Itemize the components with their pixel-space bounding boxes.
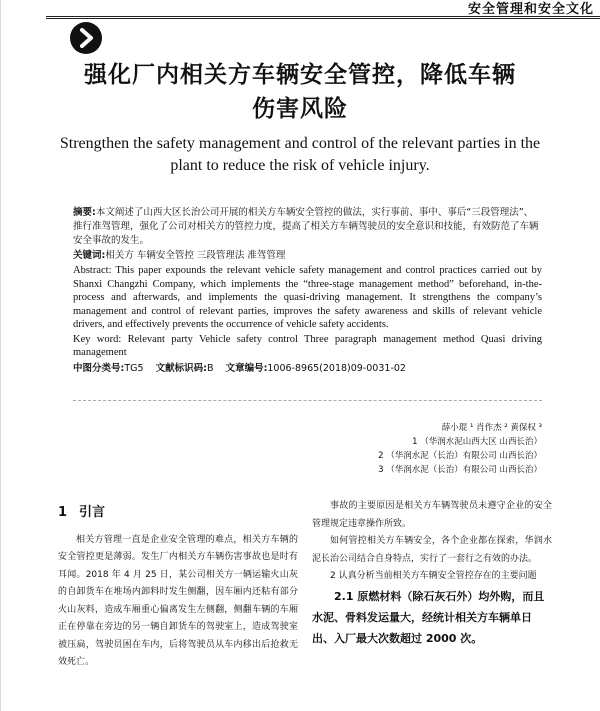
keywords-cn (73, 249, 542, 263)
article-title-cn (40, 58, 560, 126)
header-rule (46, 16, 600, 19)
abstract-en (73, 264, 542, 332)
cause-paragraph: 事故的主要原因是相关方车辆驾驶员未遵守企业的安全管理规定违章操作所致。 (312, 501, 552, 529)
page-edge (0, 0, 1, 711)
section-title: 引言 (79, 505, 106, 520)
section2-heading: 2 认真分析当前相关方车辆安全管控存在的主要问题 (330, 571, 537, 581)
article-no-label: 文章编号: (225, 362, 268, 374)
keywords-en-label: Key word: (73, 333, 122, 345)
intro-paragraph: 相关方管理一直是企业安全管理的难点，相关方车辆的安全管控更是薄弱。发生厂内相关方车辆伤害事故也是时有耳闻。2018 年 4 月 25 日，某公司相关方一辆运输火山灰的自卸货车在堆场内卸料时发生侧翻，因车厢内还粘有部分火山灰料，造成车厢重心偏离发生左侧翻，侧翻车辆的车厢正在停靠在旁边的另一辆自卸货车的驾驶室上，造成驾驶室被压扁，驾驶员困在车内，后将驾驶员从车内移出后抢救无效死亡。 (58, 534, 298, 667)
approach-paragraph: 如何管控相关方车辆安全，各个企业都在探索，华润水泥长治公司结合自身特点，实行了一套行之有效的办法。 (312, 536, 552, 564)
section-heading (58, 504, 298, 522)
chevron-right-icon (70, 22, 102, 54)
subsection-2-1: 2.1 原燃材料（除石灰石外）均外购，而且水泥、骨料发运量大，经统计相关方车辆单日出、入厂最大次数超过 2000 次。 (312, 589, 545, 645)
abstract-block (73, 206, 542, 377)
running-header-text: 安全管理和安全文化 (467, 1, 594, 17)
abstract-cn (73, 206, 542, 248)
abstract-en-label: Abstract: (73, 265, 112, 276)
clc-label: 中图分类号: (73, 362, 125, 374)
body-column-right (312, 498, 552, 649)
abstract-cn-label: 摘要: (73, 207, 96, 218)
title-cn-line1: 强化厂内相关方车辆安全管控，降低车辆 (84, 62, 516, 88)
abstract-divider (73, 400, 542, 401)
doc-code-label: 文献标识码: (155, 362, 207, 374)
title-en-line1: Strengthen the safety management and control of the relevant parties in the (59, 135, 541, 152)
author-names: 薛小琨 ¹ 肖作杰 ² 黄保权 ³ (441, 423, 542, 433)
title-cn-line2: 伤害风险 (252, 96, 348, 122)
article-title-en (50, 133, 550, 177)
author-affiliation-1: 1 （华润水泥山西大区 山西长治） (412, 437, 542, 447)
body-column-left (58, 504, 298, 672)
keywords-en (73, 333, 542, 360)
abstract-cn-text: 本文阐述了山西大区长治公司开展的相关方车辆安全管控的做法，实行事前、事中、事后“三段管理法”、推行准驾管理，强化了公司对相关方的管控力度，提高了相关方车辆驾驶员的安全意识和技能，有效防范了车辆安全事故的发生。 (73, 207, 539, 246)
running-header (390, 0, 600, 17)
classification-line (73, 362, 542, 376)
keywords-en-text: Relevant party Vehicle safety control Three paragraph management method Quasi driving management (73, 333, 543, 358)
author-block (378, 421, 542, 477)
author-affiliation-2: 2 （华润水泥（长治）有限公司 山西长治） (378, 451, 542, 461)
title-en-line2: plant to reduce the risk of vehicle injury. (170, 157, 430, 174)
clc-value: TG5 (124, 362, 144, 374)
author-affiliation-3: 3 （华润水泥（长治）有限公司 山西长治） (378, 465, 542, 475)
keywords-cn-label: 关键词: (73, 250, 106, 261)
keywords-cn-text: 相关方 车辆安全管控 三段管理法 准驾管理 (105, 250, 286, 261)
abstract-en-text: This paper expounds the relevant vehicle safety management and control practices carried out by Shanxi Changzhi Company, which implements the “three-stage management method” beforehand, in-the-process and afterwards, and implements the quasi-driving management. It strengthens the company’s management and control of relevant parties, improves the safety awareness and skills of relevant vehicle drivers, and effectively prevents the occurrence of vehicle safety accidents. (73, 265, 542, 330)
section-number: 1 (58, 505, 68, 520)
article-no-value: 1006-8965(2018)09-0031-02 (267, 362, 406, 374)
doc-code-value: B (206, 362, 214, 374)
